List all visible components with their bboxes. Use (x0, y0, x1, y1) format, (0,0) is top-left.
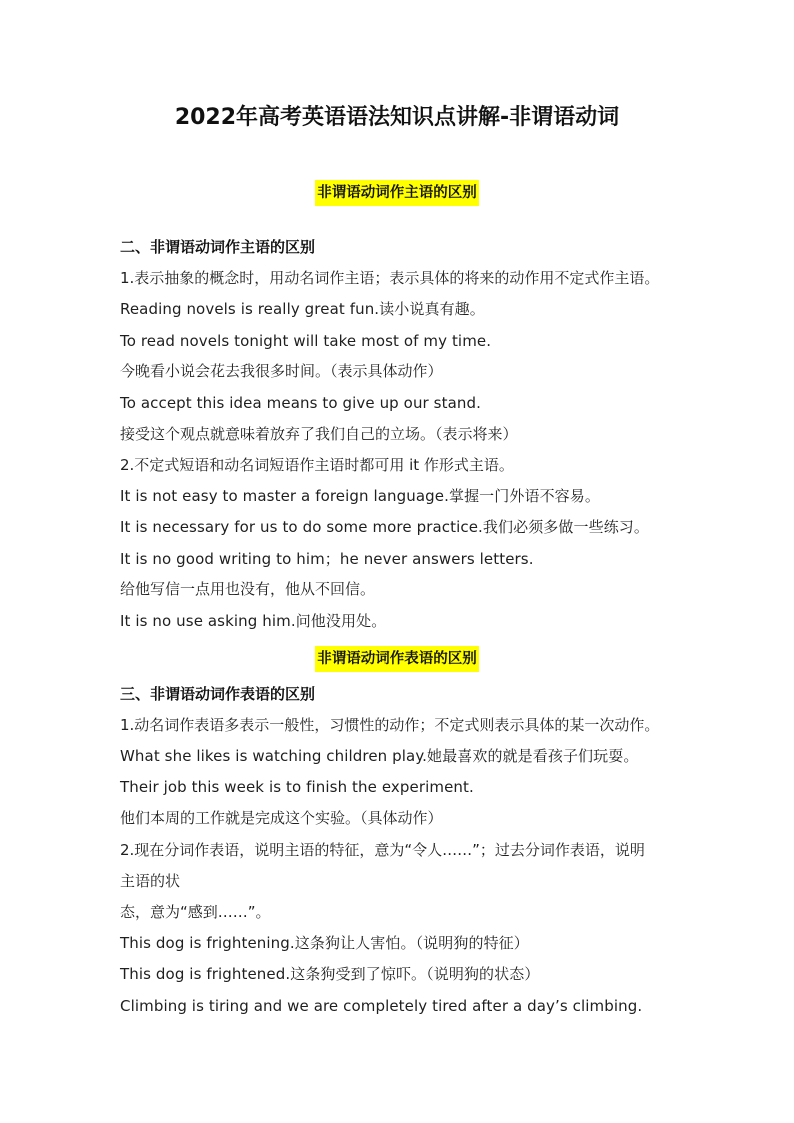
section-banner-label: 非谓语动词作主语的区别 (315, 180, 479, 206)
text-line: 态，意为“感到……”。 (120, 903, 271, 921)
text-line: To read novels tonight will take most of my time. (120, 332, 492, 350)
text-line: 今晚看小说会花去我很多时间。（表示具体动作） (120, 362, 443, 380)
text-line: 2.不定式短语和动名词短语作主语时都可用 it 作形式主语。 (120, 456, 514, 474)
text-line: Reading novels is really great fun.读小说真有趣。 (120, 300, 485, 318)
text-line: It is no good writing to him；he never answers letters. (120, 550, 534, 568)
text-line: 2.现在分词作表语，说明主语的特征，意为“令人……”；过去分词作表语，说明 (120, 841, 645, 859)
section-banner-subject (0, 180, 794, 206)
text-line: 接受这个观点就意味着放弃了我们自己的立场。（表示将来） (120, 425, 518, 443)
text-line: It is no use asking him.问他没用处。 (120, 612, 387, 630)
text-line: This dog is frightening.这条狗让人害怕。（说明狗的特征） (120, 934, 529, 952)
section-banner-predicative (0, 646, 794, 672)
section-banner-label: 非谓语动词作表语的区别 (315, 646, 479, 672)
text-line: It is necessary for us to do some more practice.我们必须多做一些练习。 (120, 518, 649, 536)
page-title: 2022年高考英语语法知识点讲解-非谓语动词 (174, 105, 620, 130)
text-line: It is not easy to master a foreign language.掌握一门外语不容易。 (120, 487, 600, 505)
text-line: 1.动名词作表语多表示一般性，习惯性的动作；不定式则表示具体的某一次动作。 (120, 716, 660, 734)
text-line: 1.表示抽象的概念时，用动名词作主语；表示具体的将来的动作用不定式作主语。 (120, 269, 660, 287)
text-line: 他们本周的工作就是完成这个实验。（具体动作） (120, 809, 443, 827)
text-line: 主语的状 (120, 872, 181, 890)
text-line: 给他写信一点用也没有，他从不回信。 (120, 580, 376, 598)
section-heading: 二、非谓语动词作主语的区别 (120, 238, 316, 256)
text-line: To accept this idea means to give up our stand. (120, 394, 481, 412)
section-heading: 三、非谓语动词作表语的区别 (120, 685, 316, 703)
text-line: Climbing is tiring and we are completely tired after a day’s climbing. (120, 997, 643, 1015)
text-line: This dog is frightened.这条狗受到了惊吓。（说明狗的状态） (120, 965, 540, 983)
text-line: Their job this week is to finish the experiment. (120, 778, 474, 796)
text-line: What she likes is watching children play.她最喜欢的就是看孩子们玩耍。 (120, 747, 639, 765)
